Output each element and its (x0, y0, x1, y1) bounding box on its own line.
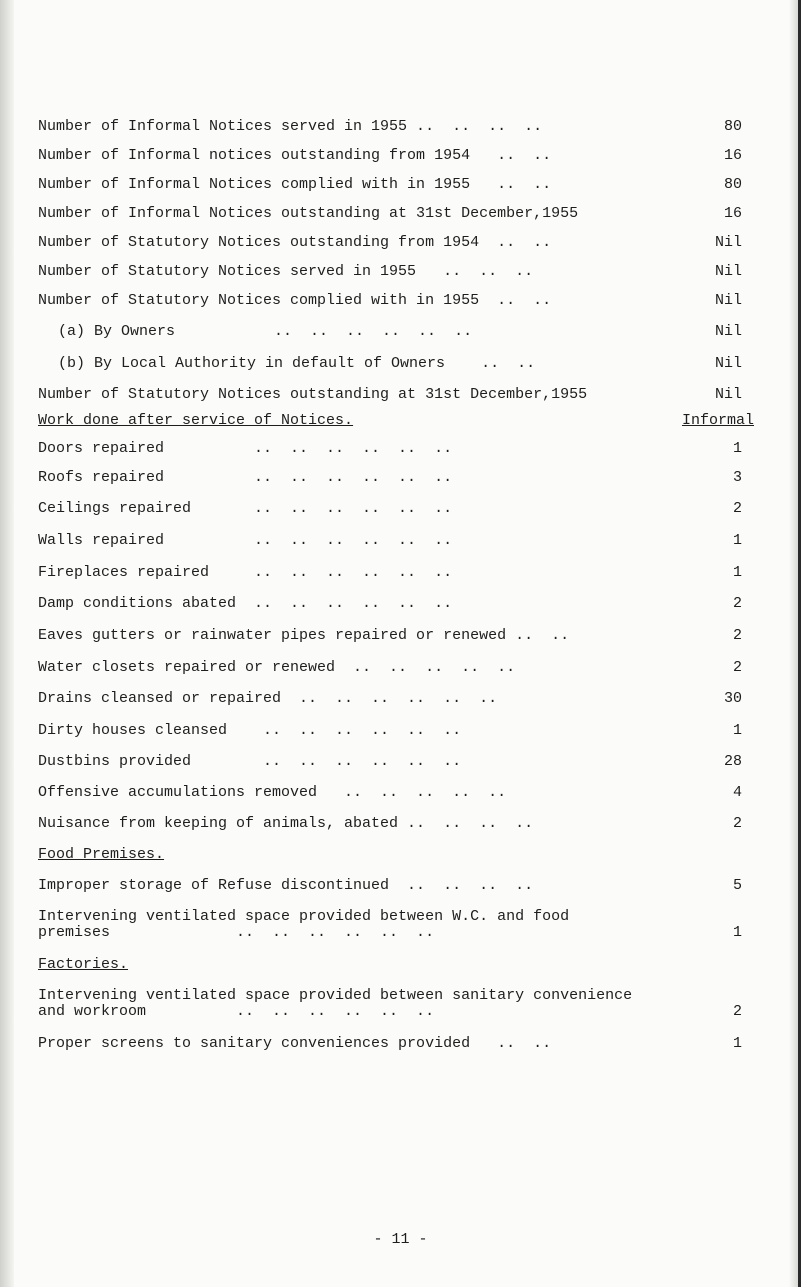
row-value: 1 (732, 1035, 742, 1052)
row-value: 1 (732, 722, 742, 739)
row-label: (b) By Local Authority in default of Owners .. .. (58, 355, 536, 372)
row-value: 2 (732, 627, 742, 644)
page-edge-right (789, 0, 801, 1287)
row-label: Number of Statutory Notices complied with in 1955 .. .. (38, 292, 552, 309)
row-value: Nil (714, 386, 742, 403)
row-label: Roofs repaired .. .. .. .. .. .. (38, 469, 453, 486)
section-heading: Food Premises. (38, 846, 165, 863)
row-value: 5 (732, 877, 742, 894)
row-label: Dustbins provided .. .. .. .. .. .. (38, 753, 462, 770)
row-label: Offensive accumulations removed .. .. .. .. .. (38, 784, 507, 801)
row-label: Fireplaces repaired .. .. .. .. .. .. (38, 564, 453, 581)
row-value: 3 (732, 469, 742, 486)
row-value: Nil (714, 234, 742, 251)
row-value: Nil (714, 355, 742, 372)
row-label-line1: Intervening ventilated space provided between W.C. and food (38, 908, 570, 925)
row-label: Drains cleansed or repaired .. .. .. .. .. .. (38, 690, 498, 707)
row-value: 1 (732, 532, 742, 549)
row-value: 2 (732, 595, 742, 612)
row-value: 16 (723, 147, 742, 164)
section-heading: Factories. (38, 956, 129, 973)
row-value: 2 (732, 659, 742, 676)
row-value: 4 (732, 784, 742, 801)
row-value: 80 (723, 176, 742, 193)
row-value: Nil (714, 263, 742, 280)
row-label: Dirty houses cleansed .. .. .. .. .. .. (38, 722, 462, 739)
row-label-line2: premises .. .. .. .. .. .. (38, 924, 435, 941)
row-label: Number of Informal Notices served in 1955 .. .. .. .. (38, 118, 543, 135)
row-value: 2 (732, 500, 742, 517)
row-label: Doors repaired .. .. .. .. .. .. (38, 440, 453, 457)
row-value: 1 (732, 564, 742, 581)
row-value: 80 (723, 118, 742, 135)
row-label: Damp conditions abated .. .. .. .. .. .. (38, 595, 453, 612)
page-edge-left (0, 0, 14, 1287)
row-label: Walls repaired .. .. .. .. .. .. (38, 532, 453, 549)
row-value: 1 (732, 440, 742, 457)
row-label: Number of Informal notices outstanding from 1954 .. .. (38, 147, 552, 164)
row-label: (a) By Owners .. .. .. .. .. .. (58, 323, 473, 340)
row-label: Nuisance from keeping of animals, abated .. .. .. .. (38, 815, 534, 832)
column-heading: Informal (681, 412, 754, 429)
row-label: Eaves gutters or rainwater pipes repaired or renewed .. .. (38, 627, 570, 644)
row-label: Improper storage of Refuse discontinued .. .. .. .. (38, 877, 534, 894)
row-value: 16 (723, 205, 742, 222)
section-heading: Work done after service of Notices. (38, 412, 354, 429)
row-label: Water closets repaired or renewed .. .. .. .. .. (38, 659, 516, 676)
row-label: Number of Statutory Notices served in 1955 .. .. .. (38, 263, 534, 280)
row-value: Nil (714, 323, 742, 340)
row-value: 2 (732, 815, 742, 832)
row-value: 2 (732, 1003, 742, 1020)
row-label: Ceilings repaired .. .. .. .. .. .. (38, 500, 453, 517)
row-label: Number of Statutory Notices outstanding from 1954 .. .. (38, 234, 552, 251)
row-label: Proper screens to sanitary conveniences provided .. .. (38, 1035, 552, 1052)
row-label-line1: Intervening ventilated space provided between sanitary convenience (38, 987, 633, 1004)
row-value: 30 (723, 690, 742, 707)
row-label: Number of Informal Notices complied with in 1955 .. .. (38, 176, 552, 193)
row-value: 1 (732, 924, 742, 941)
page-number: - 11 - (373, 1231, 428, 1248)
row-label-line2: and workroom .. .. .. .. .. .. (38, 1003, 435, 1020)
row-label: Number of Informal Notices outstanding at 31st December,1955 (38, 205, 579, 222)
row-label: Number of Statutory Notices outstanding at 31st December,1955 (38, 386, 588, 403)
row-value: Nil (714, 292, 742, 309)
row-value: 28 (723, 753, 742, 770)
